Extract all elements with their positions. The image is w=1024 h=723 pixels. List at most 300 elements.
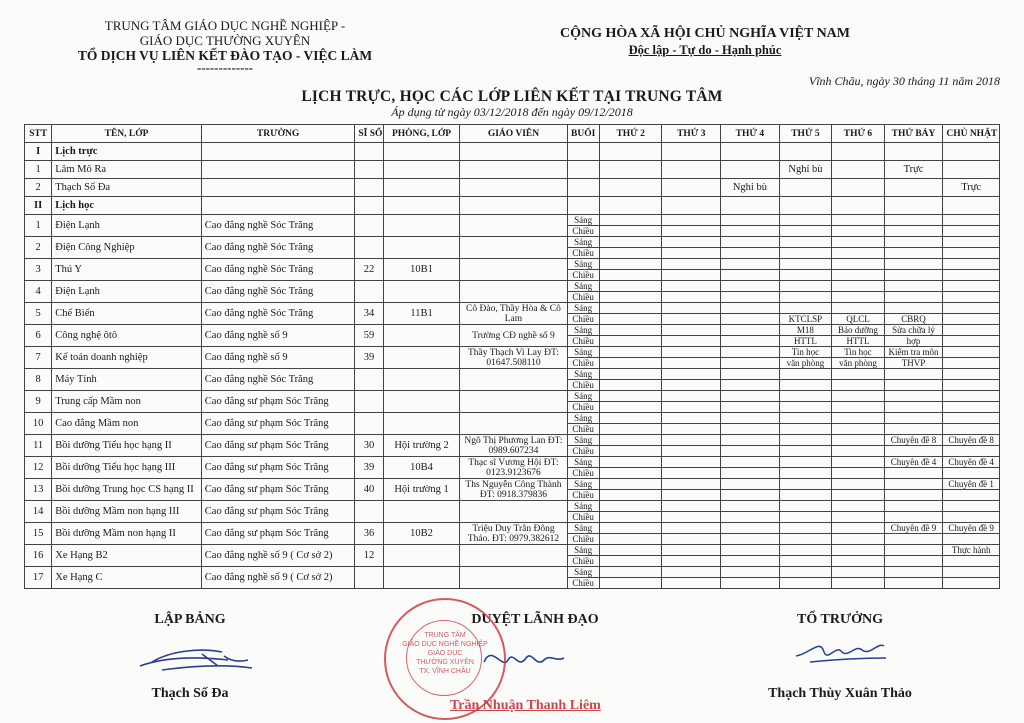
row-number: 1 [25, 161, 52, 179]
day-cell [832, 424, 885, 435]
day-cell [662, 259, 721, 270]
org-line-1: TRUNG TÂM GIÁO DỤC NGHỀ NGHIỆP - [104, 18, 346, 33]
school-name: Cao đẳng sư phạm Sóc Trăng [201, 479, 355, 501]
day-cell [943, 446, 1000, 457]
day-cell [599, 490, 662, 501]
session-afternoon: Chiều [567, 446, 599, 457]
header-right [520, 26, 890, 58]
day-cell: Nghỉ bù [779, 161, 832, 179]
class-row [25, 435, 1000, 446]
day-cell [779, 248, 832, 259]
day-cell [779, 512, 832, 523]
empty-cell [721, 143, 780, 161]
empty-cell [567, 197, 599, 215]
school-name: Cao đẳng nghề số 9 [201, 325, 355, 347]
day-cell [721, 523, 780, 534]
empty-cell [355, 179, 383, 197]
day-cell [779, 545, 832, 556]
day-cell [943, 226, 1000, 237]
day-cell [662, 435, 721, 446]
day-cell [662, 556, 721, 567]
empty-cell [567, 143, 599, 161]
row-number: 8 [25, 369, 52, 391]
day-cell [943, 534, 1000, 545]
empty-cell [599, 143, 662, 161]
column-header: THỨ 3 [662, 125, 721, 143]
day-cell: Chuyên đề 8 [943, 435, 1000, 446]
day-cell [832, 567, 885, 578]
day-cell [599, 534, 662, 545]
column-header: THỨ 4 [721, 125, 780, 143]
day-cell [599, 556, 662, 567]
empty-cell [567, 179, 599, 197]
day-cell [779, 292, 832, 303]
day-cell [832, 512, 885, 523]
day-cell [599, 380, 662, 391]
day-cell [943, 281, 1000, 292]
teacher [460, 545, 567, 567]
class-name: Điện Công Nghiệp [52, 237, 202, 259]
empty-cell [567, 161, 599, 179]
stamp-text: TRUNG TÂM GIÁO DỤC NGHỀ NGHIỆP GIÁO DỤC THƯỜNG XUYÊN TX. VĨNH CHÂU [402, 631, 488, 675]
school-name: Cao đẳng nghề số 9 [201, 347, 355, 369]
day-cell [599, 512, 662, 523]
day-cell [662, 358, 721, 369]
day-cell [599, 303, 662, 314]
row-number: 7 [25, 347, 52, 369]
session-morning: Sáng [567, 259, 599, 270]
day-cell [943, 314, 1000, 325]
row-number: 13 [25, 479, 52, 501]
room: 11B1 [383, 303, 460, 325]
day-cell [599, 468, 662, 479]
day-cell: Chuyên đề 1 [943, 479, 1000, 490]
day-cell [779, 523, 832, 534]
day-cell [832, 270, 885, 281]
row-number: 1 [25, 215, 52, 237]
room [383, 369, 460, 391]
teacher [460, 259, 567, 281]
day-cell [884, 479, 943, 490]
day-cell: QLCL [832, 314, 885, 325]
empty-cell [884, 143, 943, 161]
day-cell [943, 556, 1000, 567]
class-name: Chế Biến [52, 303, 202, 325]
day-cell [832, 215, 885, 226]
day-cell [779, 457, 832, 468]
day-cell [599, 237, 662, 248]
empty-cell [662, 143, 721, 161]
document-subtitle: Áp dụng từ ngày 03/12/2018 đến ngày 09/12/2018 [391, 105, 633, 119]
day-cell: Bảo dưỡng [832, 325, 885, 336]
teacher [460, 413, 567, 435]
teacher: Trường CĐ nghề số 9 [460, 325, 567, 347]
empty-cell [943, 143, 1000, 161]
student-count [355, 215, 383, 237]
row-number: 17 [25, 567, 52, 589]
empty-cell [884, 197, 943, 215]
room: 10B1 [383, 259, 460, 281]
school-name: Cao đẳng sư phạm Sóc Trăng [201, 457, 355, 479]
session-afternoon: Chiều [567, 424, 599, 435]
day-cell [662, 567, 721, 578]
day-cell [779, 413, 832, 424]
duty-row [25, 179, 1000, 197]
session-morning: Sáng [567, 457, 599, 468]
day-cell [721, 347, 780, 358]
day-cell [832, 369, 885, 380]
teacher [460, 369, 567, 391]
day-cell [884, 534, 943, 545]
day-cell [662, 523, 721, 534]
day-cell: Nghỉ bù [721, 179, 780, 197]
day-cell [884, 490, 943, 501]
day-cell [884, 369, 943, 380]
column-header: PHÒNG, LỚP [383, 125, 460, 143]
day-cell [943, 292, 1000, 303]
day-cell [599, 567, 662, 578]
empty-cell [460, 143, 567, 161]
class-name: Bồi dưỡng Mầm non hạng II [52, 523, 202, 545]
session-morning: Sáng [567, 435, 599, 446]
day-cell [832, 303, 885, 314]
day-cell [721, 248, 780, 259]
day-cell [721, 490, 780, 501]
day-cell [721, 369, 780, 380]
school-name: Cao đẳng sư phạm Sóc Trăng [201, 435, 355, 457]
day-cell [943, 468, 1000, 479]
empty-cell [943, 197, 1000, 215]
day-cell [721, 215, 780, 226]
day-cell [662, 380, 721, 391]
day-cell [599, 248, 662, 259]
row-number: 14 [25, 501, 52, 523]
day-cell [779, 501, 832, 512]
table-header [25, 125, 1000, 143]
day-cell [884, 413, 943, 424]
day-cell: Tin học [779, 347, 832, 358]
day-cell [779, 556, 832, 567]
row-number: 2 [25, 179, 52, 197]
day-cell [884, 248, 943, 259]
day-cell [943, 248, 1000, 259]
day-cell [599, 545, 662, 556]
school-name: Cao đẳng nghề Sóc Trăng [201, 259, 355, 281]
day-cell [779, 380, 832, 391]
day-cell [599, 215, 662, 226]
day-cell [721, 479, 780, 490]
day-cell [832, 179, 885, 197]
day-cell [884, 424, 943, 435]
class-name: Kế toán doanh nghiệp [52, 347, 202, 369]
day-cell [599, 161, 662, 179]
day-cell [832, 237, 885, 248]
class-row [25, 545, 1000, 556]
day-cell: Chuyên đề 9 [884, 523, 943, 534]
day-cell [599, 391, 662, 402]
day-cell [779, 446, 832, 457]
session-morning: Sáng [567, 215, 599, 226]
class-name: Máy Tính [52, 369, 202, 391]
day-cell [662, 281, 721, 292]
day-cell [943, 336, 1000, 347]
room [383, 325, 460, 347]
day-cell [884, 259, 943, 270]
day-cell: Tin học [832, 347, 885, 358]
empty-cell [201, 143, 355, 161]
section-label: Lịch học [52, 197, 202, 215]
session-morning: Sáng [567, 281, 599, 292]
day-cell [721, 446, 780, 457]
day-cell [721, 534, 780, 545]
class-row [25, 347, 1000, 358]
class-name: Thú Y [52, 259, 202, 281]
row-number: 9 [25, 391, 52, 413]
session-afternoon: Chiều [567, 380, 599, 391]
empty-cell [383, 179, 460, 197]
school-name: Cao đẳng nghề Sóc Trăng [201, 215, 355, 237]
room [383, 501, 460, 523]
day-cell [943, 490, 1000, 501]
session-morning: Sáng [567, 479, 599, 490]
day-cell: Thực hành [943, 545, 1000, 556]
day-cell [599, 226, 662, 237]
day-cell [721, 358, 780, 369]
day-cell [599, 259, 662, 270]
day-cell [832, 248, 885, 259]
day-cell [721, 314, 780, 325]
empty-cell [383, 143, 460, 161]
day-cell [943, 402, 1000, 413]
day-cell [943, 347, 1000, 358]
day-cell [884, 578, 943, 589]
student-count [355, 369, 383, 391]
day-cell [832, 534, 885, 545]
day-cell [599, 424, 662, 435]
room [383, 545, 460, 567]
day-cell [662, 336, 721, 347]
class-name: Bồi dưỡng Tiểu học hạng II [52, 435, 202, 457]
day-cell [884, 446, 943, 457]
session-afternoon: Chiều [567, 556, 599, 567]
day-cell [662, 424, 721, 435]
column-header: TRƯỜNG [201, 125, 355, 143]
teacher [460, 391, 567, 413]
column-header: THỨ 6 [832, 125, 885, 143]
day-cell [599, 270, 662, 281]
section-row [25, 197, 1000, 215]
school-name: Cao đẳng sư phạm Sóc Trăng [201, 413, 355, 435]
day-cell [721, 413, 780, 424]
day-cell [599, 435, 662, 446]
day-cell [884, 179, 943, 197]
session-morning: Sáng [567, 391, 599, 402]
session-morning: Sáng [567, 413, 599, 424]
session-afternoon: Chiều [567, 336, 599, 347]
teacher [460, 215, 567, 237]
column-header: BUỔI [567, 125, 599, 143]
class-name: Trung cấp Mầm non [52, 391, 202, 413]
room: Hội trường 1 [383, 479, 460, 501]
day-cell [832, 468, 885, 479]
day-cell [832, 435, 885, 446]
row-number: 16 [25, 545, 52, 567]
day-cell [779, 179, 832, 197]
class-row [25, 215, 1000, 226]
day-cell [599, 402, 662, 413]
student-count [355, 413, 383, 435]
row-number: 3 [25, 259, 52, 281]
day-cell [721, 457, 780, 468]
duty-person: Lâm Mô Ra [52, 161, 202, 179]
day-cell: THVP [884, 358, 943, 369]
day-cell [832, 523, 885, 534]
day-cell [721, 380, 780, 391]
room [383, 347, 460, 369]
class-name: Xe Hạng B2 [52, 545, 202, 567]
day-cell [779, 391, 832, 402]
day-cell [662, 161, 721, 179]
empty-cell [779, 143, 832, 161]
day-cell [721, 391, 780, 402]
day-cell [779, 479, 832, 490]
teacher [460, 281, 567, 303]
day-cell: M18 [779, 325, 832, 336]
student-count [355, 391, 383, 413]
day-cell [662, 534, 721, 545]
day-cell [721, 259, 780, 270]
day-cell [599, 347, 662, 358]
row-number: 2 [25, 237, 52, 259]
day-cell [884, 512, 943, 523]
teacher [460, 237, 567, 259]
room [383, 413, 460, 435]
day-cell: HTTL [779, 336, 832, 347]
schedule-table [24, 124, 1000, 589]
day-cell [943, 424, 1000, 435]
section-number: I [25, 143, 52, 161]
empty-cell [355, 143, 383, 161]
student-count: 39 [355, 347, 383, 369]
session-morning: Sáng [567, 567, 599, 578]
empty-cell [355, 197, 383, 215]
day-cell [832, 391, 885, 402]
student-count: 30 [355, 435, 383, 457]
day-cell [599, 358, 662, 369]
teacher [460, 567, 567, 589]
class-row [25, 259, 1000, 270]
day-cell [884, 215, 943, 226]
signature-name-left: Thạch Số Đa [151, 686, 229, 701]
day-cell [721, 545, 780, 556]
session-afternoon: Chiều [567, 226, 599, 237]
student-count: 36 [355, 523, 383, 545]
day-cell [943, 380, 1000, 391]
day-cell [721, 578, 780, 589]
session-afternoon: Chiều [567, 468, 599, 479]
empty-cell [721, 197, 780, 215]
day-cell [884, 391, 943, 402]
day-cell [832, 281, 885, 292]
row-number: 4 [25, 281, 52, 303]
day-cell: HTTL [832, 336, 885, 347]
day-cell: CBRQ [884, 314, 943, 325]
day-cell [662, 479, 721, 490]
day-cell [779, 567, 832, 578]
column-header: THỨ 5 [779, 125, 832, 143]
column-header: SĨ SỐ [355, 125, 383, 143]
day-cell [884, 303, 943, 314]
student-count: 12 [355, 545, 383, 567]
teacher: Thầy Thạch Vi Lay ĐT: 01647.508110 [460, 347, 567, 369]
national-motto: Độc lập - Tự do - Hạnh phúc [628, 43, 782, 57]
day-cell [599, 314, 662, 325]
day-cell [599, 446, 662, 457]
day-cell [832, 226, 885, 237]
teacher: Thạc sĩ Vương Hội ĐT: 0123.9123676 [460, 457, 567, 479]
class-row [25, 303, 1000, 314]
day-cell [779, 369, 832, 380]
teacher [460, 501, 567, 523]
empty-cell [460, 197, 567, 215]
day-cell [943, 215, 1000, 226]
day-cell [943, 413, 1000, 424]
day-cell [721, 468, 780, 479]
day-cell: Chuyên đề 9 [943, 523, 1000, 534]
org-line-2: GIÁO DỤC THƯỜNG XUYÊN [139, 33, 311, 48]
school-name: Cao đẳng nghề số 9 ( Cơ sở 2) [201, 545, 355, 567]
day-cell: KTCLSP [779, 314, 832, 325]
day-cell [721, 501, 780, 512]
day-cell [599, 179, 662, 197]
session-afternoon: Chiều [567, 358, 599, 369]
session-afternoon: Chiều [567, 402, 599, 413]
student-count: 22 [355, 259, 383, 281]
day-cell [721, 567, 780, 578]
column-header: CHỦ NHẬT [943, 125, 1000, 143]
empty-cell [201, 197, 355, 215]
room: 10B4 [383, 457, 460, 479]
day-cell [884, 545, 943, 556]
class-row [25, 523, 1000, 534]
session-morning: Sáng [567, 237, 599, 248]
day-cell [662, 391, 721, 402]
session-afternoon: Chiều [567, 490, 599, 501]
student-count [355, 501, 383, 523]
class-name: Bồi dưỡng Mầm non hạng III [52, 501, 202, 523]
day-cell [721, 402, 780, 413]
date-line: Vĩnh Châu, ngày 30 tháng 11 năm 2018 [808, 74, 1000, 88]
day-cell [832, 490, 885, 501]
day-cell [943, 512, 1000, 523]
session-morning: Sáng [567, 501, 599, 512]
student-count: 34 [355, 303, 383, 325]
day-cell [832, 556, 885, 567]
day-cell [662, 545, 721, 556]
day-cell [721, 336, 780, 347]
class-name: Bồi dưỡng Tiểu học hạng III [52, 457, 202, 479]
day-cell [721, 270, 780, 281]
session-morning: Sáng [567, 325, 599, 336]
day-cell [779, 226, 832, 237]
day-cell [721, 226, 780, 237]
day-cell [721, 512, 780, 523]
signature-label-left: LẬP BẢNG [154, 612, 226, 627]
class-row [25, 479, 1000, 490]
session-morning: Sáng [567, 303, 599, 314]
session-afternoon: Chiều [567, 292, 599, 303]
signature-name-right: Thạch Thùy Xuân Thảo [768, 686, 912, 701]
